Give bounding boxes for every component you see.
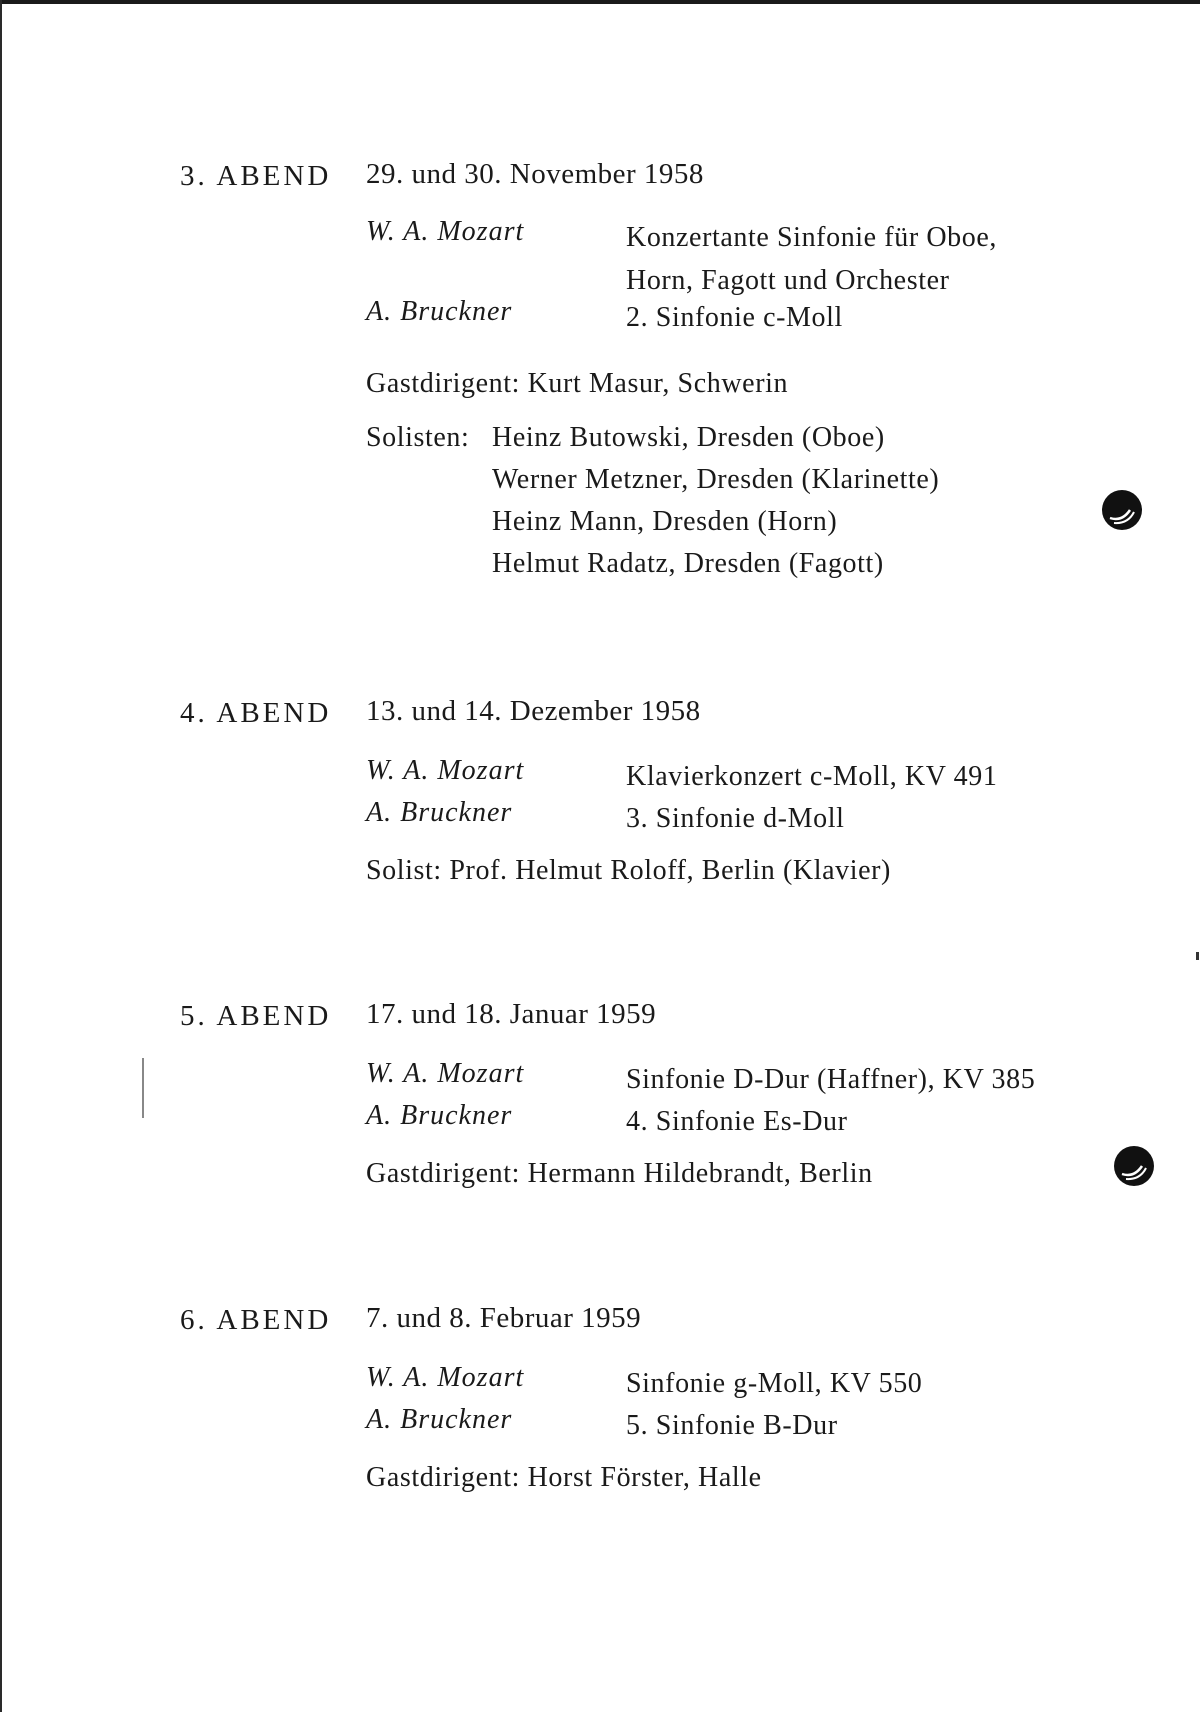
- scan-speck: [1196, 952, 1199, 960]
- work-title: [626, 797, 1086, 840]
- page-top-border: [0, 0, 1200, 4]
- punch-hole-mark-icon: [1100, 488, 1144, 532]
- program-row: [366, 1058, 1086, 1098]
- work-title: [626, 296, 1086, 339]
- guest-conductor: Gastdirigent: Horst Förster, Halle: [366, 1462, 762, 1493]
- guest-conductor: Gastdirigent: Kurt Masur, Schwerin: [366, 368, 789, 399]
- punch-hole-mark-icon: [1112, 1144, 1156, 1188]
- work-line: 3. Sinfonie d-Moll: [626, 803, 845, 834]
- work-line: 5. Sinfonie B-Dur: [626, 1410, 838, 1441]
- soloists-label: Solisten:: [366, 422, 470, 453]
- composer: W. A. Mozart: [366, 1362, 525, 1393]
- program-row: [366, 216, 1086, 296]
- composer: A. Bruckner: [366, 1100, 513, 1131]
- work-line: 4. Sinfonie Es-Dur: [626, 1106, 848, 1137]
- work-title: [626, 1404, 1086, 1447]
- composer: A. Bruckner: [366, 797, 513, 828]
- page-left-border: [0, 0, 2, 1712]
- work-title: [626, 216, 1086, 302]
- composer: A. Bruckner: [366, 1404, 513, 1435]
- soloist-name: Helmut Radatz, Dresden (Fagott): [492, 548, 884, 579]
- work-title: [626, 755, 1086, 798]
- evening-date: 13. und 14. Dezember 1958: [366, 695, 701, 727]
- program-row: [366, 1100, 1086, 1140]
- program-row: [366, 1362, 1086, 1402]
- evening-date: 29. und 30. November 1958: [366, 158, 704, 190]
- evening-label: 3. ABEND: [180, 160, 332, 192]
- evening-label: 6. ABEND: [180, 1304, 332, 1336]
- scan-speck: [142, 1058, 144, 1118]
- work-line: Horn, Fagott und Orchester: [626, 265, 950, 296]
- program-row: [366, 797, 1086, 837]
- evening-date: 17. und 18. Januar 1959: [366, 998, 657, 1030]
- work-line: Sinfonie D-Dur (Haffner), KV 385: [626, 1064, 1036, 1095]
- evening-label: 5. ABEND: [180, 1000, 332, 1032]
- program-row: [366, 1404, 1086, 1444]
- soloist-name: Heinz Butowski, Dresden (Oboe): [492, 422, 885, 453]
- work-title: [626, 1058, 1086, 1101]
- program-row: [366, 755, 1086, 795]
- evening-date: 7. und 8. Februar 1959: [366, 1302, 642, 1334]
- work-line: 2. Sinfonie c-Moll: [626, 302, 843, 333]
- work-line: Sinfonie g-Moll, KV 550: [626, 1368, 923, 1399]
- work-line: Klavierkonzert c-Moll, KV 491: [626, 761, 998, 792]
- program-row: [366, 296, 1086, 336]
- composer: A. Bruckner: [366, 296, 513, 327]
- soloist-name: Werner Metzner, Dresden (Klarinette): [492, 464, 940, 495]
- guest-conductor: Gastdirigent: Hermann Hildebrandt, Berlin: [366, 1158, 873, 1189]
- composer: W. A. Mozart: [366, 755, 525, 786]
- composer: W. A. Mozart: [366, 216, 525, 247]
- soloist-name: Heinz Mann, Dresden (Horn): [492, 506, 838, 537]
- composer: W. A. Mozart: [366, 1058, 525, 1089]
- work-title: [626, 1362, 1086, 1405]
- work-line: Konzertante Sinfonie für Oboe,: [626, 222, 997, 253]
- soloist-line: Solist: Prof. Helmut Roloff, Berlin (Klavier): [366, 855, 891, 886]
- work-title: [626, 1100, 1086, 1143]
- evening-label: 4. ABEND: [180, 697, 332, 729]
